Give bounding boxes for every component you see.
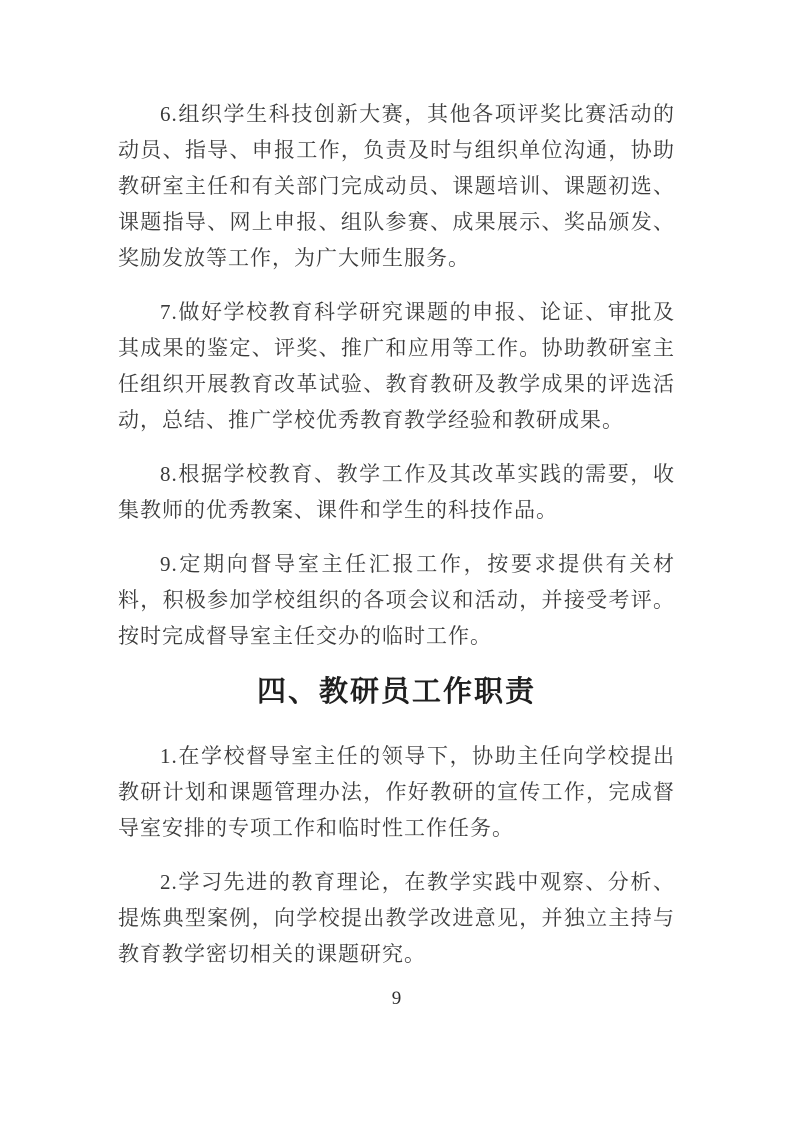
page-footer (0, 988, 793, 1010)
paragraph-item-9: 9.定期向督导室主任汇报工作，按要求提供有关材料，积极参加学校组织的各项会议和活动，并接受考评。按时完成督导室主任交办的临时工作。 (118, 552, 675, 648)
paragraph-item-1: 1.在学校督导室主任的领导下，协助主任向学校提出教研计划和课题管理办法，作好教研的宣传工作，完成督导室安排的专项工作和临时性工作任务。 (118, 744, 675, 840)
page-number: 9 (391, 988, 402, 1009)
paragraph-item-2: 2.学习先进的教育理论，在教学实践中观察、分析、提炼典型案例，向学校提出教学改进意见，并独立主持与教育教学密切相关的课题研究。 (118, 870, 675, 966)
paragraph-item-6: 6.组织学生科技创新大赛，其他各项评奖比赛活动的动员、指导、申报工作，负责及时与组织单位沟通，协助教研室主任和有关部门完成动员、课题培训、课题初选、课题指导、网上申报、组队参赛、成果展示、奖品颁发、奖励发放等工作，为广大师生服务。 (118, 102, 675, 270)
section-heading: 四、教研员工作职责 (256, 676, 536, 708)
paragraph-item-8: 8.根据学校教育、教学工作及其改革实践的需要，收集教师的优秀教案、课件和学生的科技作品。 (118, 462, 675, 522)
paragraph-item-7: 7.做好学校教育科学研究课题的申报、论证、审批及其成果的鉴定、评奖、推广和应用等工作。协助教研室主任组织开展教育改革试验、教育教研及教学成果的评选活动，总结、推广学校优秀教育教学经验和教研成果。 (118, 300, 675, 432)
